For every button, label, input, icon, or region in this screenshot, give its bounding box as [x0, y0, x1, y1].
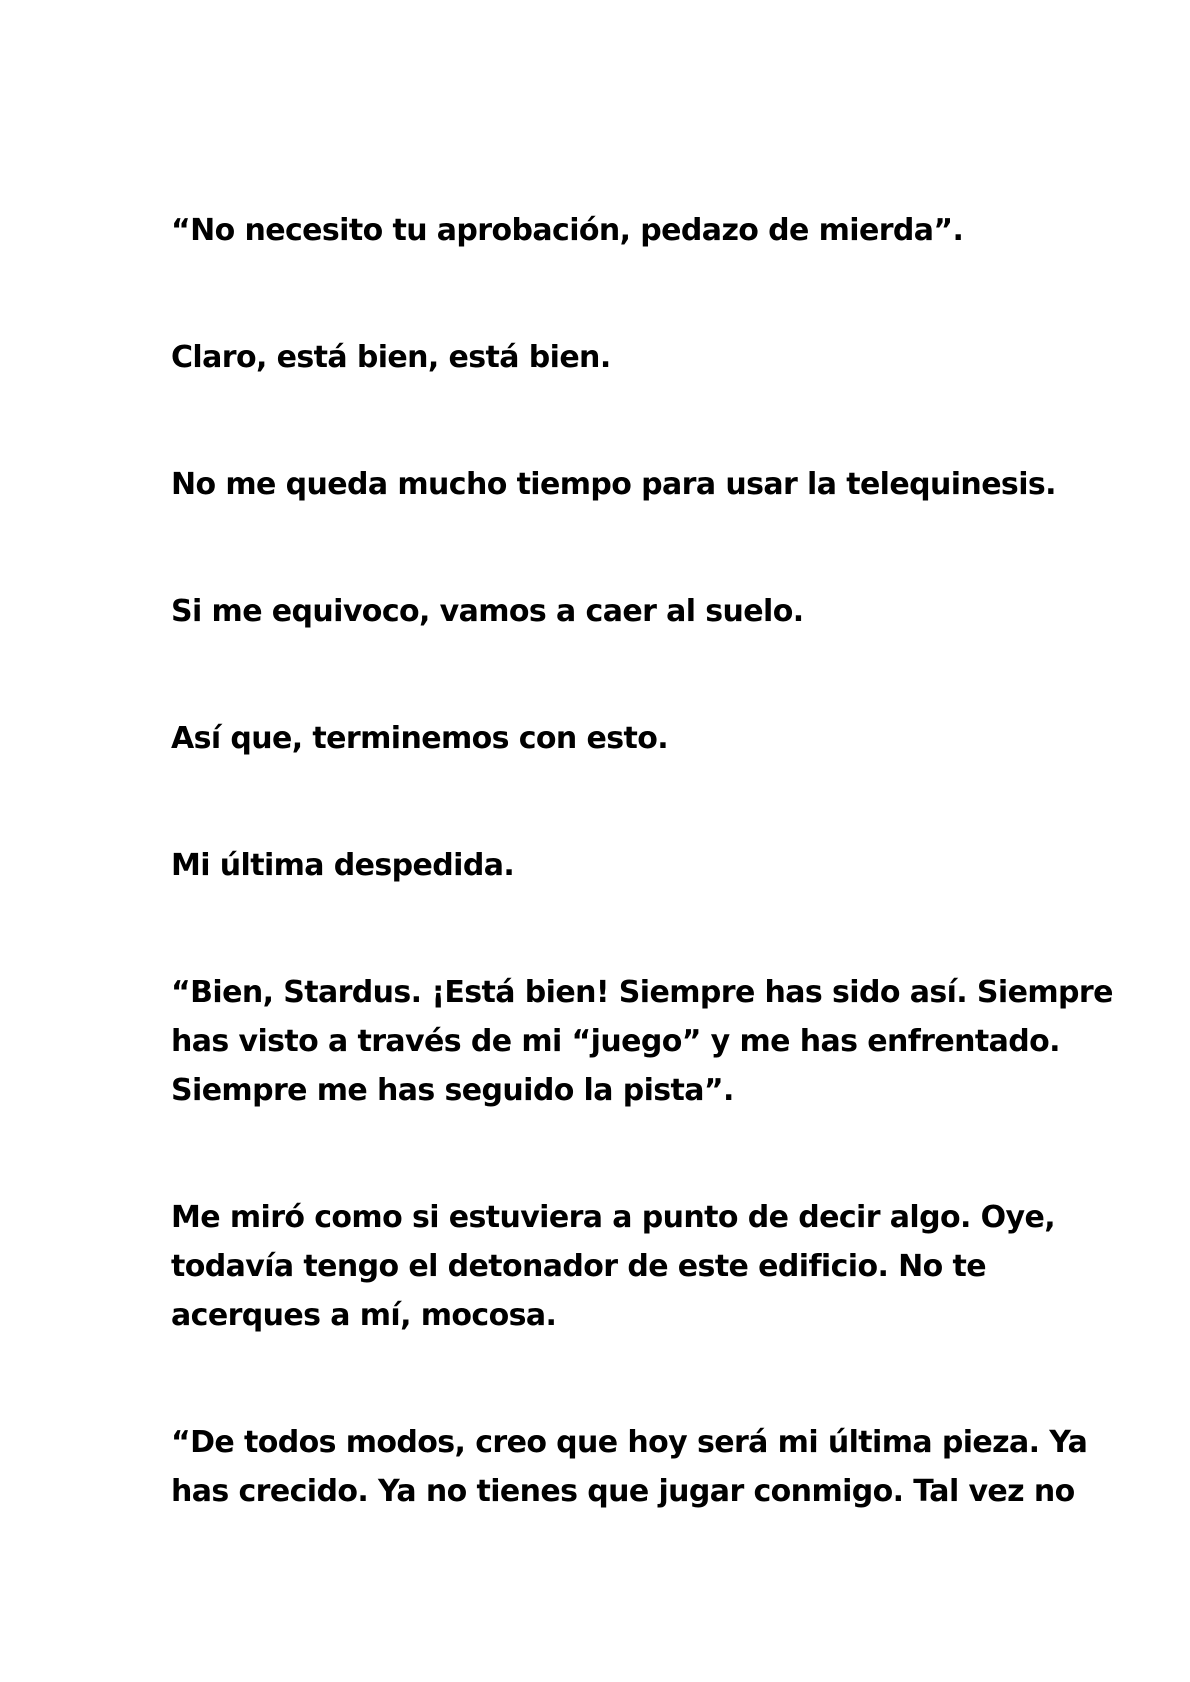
text-line: No me queda mucho tiempo para usar la telequinesis.: [171, 467, 1056, 502]
text-line: Me miró como si estuviera a punto de decir algo. Oye,: [171, 1200, 1056, 1235]
text-line: acerques a mí, mocosa.: [171, 1298, 557, 1333]
text-line: Claro, está bien, está bien.: [171, 340, 611, 375]
paragraph-8: [171, 1193, 1056, 1340]
text-line: Si me equivoco, vamos a caer al suelo.: [171, 594, 804, 629]
text-line: has visto a través de mi “juego” y me has enfrentado.: [171, 1024, 1060, 1059]
text-line: Siempre me has seguido la pista”.: [171, 1073, 734, 1108]
text-line: “No necesito tu aprobación, pedazo de mierda”.: [171, 213, 964, 248]
text-line: Así que, terminemos con esto.: [171, 721, 669, 756]
text-line: “De todos modos, creo que hoy será mi última pieza. Ya: [171, 1425, 1088, 1460]
paragraph-4: [171, 587, 1051, 636]
paragraph-9: [171, 1418, 1088, 1516]
text-line: has crecido. Ya no tienes que jugar conmigo. Tal vez no: [171, 1474, 1075, 1509]
text-line: “Bien, Stardus. ¡Está bien! Siempre has sido así. Siempre: [171, 975, 1113, 1010]
paragraph-7: [171, 968, 1113, 1115]
paragraph-6: [171, 841, 1051, 890]
paragraph-2: [171, 333, 1051, 382]
text-line: todavía tengo el detonador de este edificio. No te: [171, 1249, 986, 1284]
paragraph-1: [171, 206, 1051, 255]
paragraph-3: [171, 460, 1056, 509]
paragraph-5: [171, 714, 1051, 763]
text-line: Mi última despedida.: [171, 848, 515, 883]
